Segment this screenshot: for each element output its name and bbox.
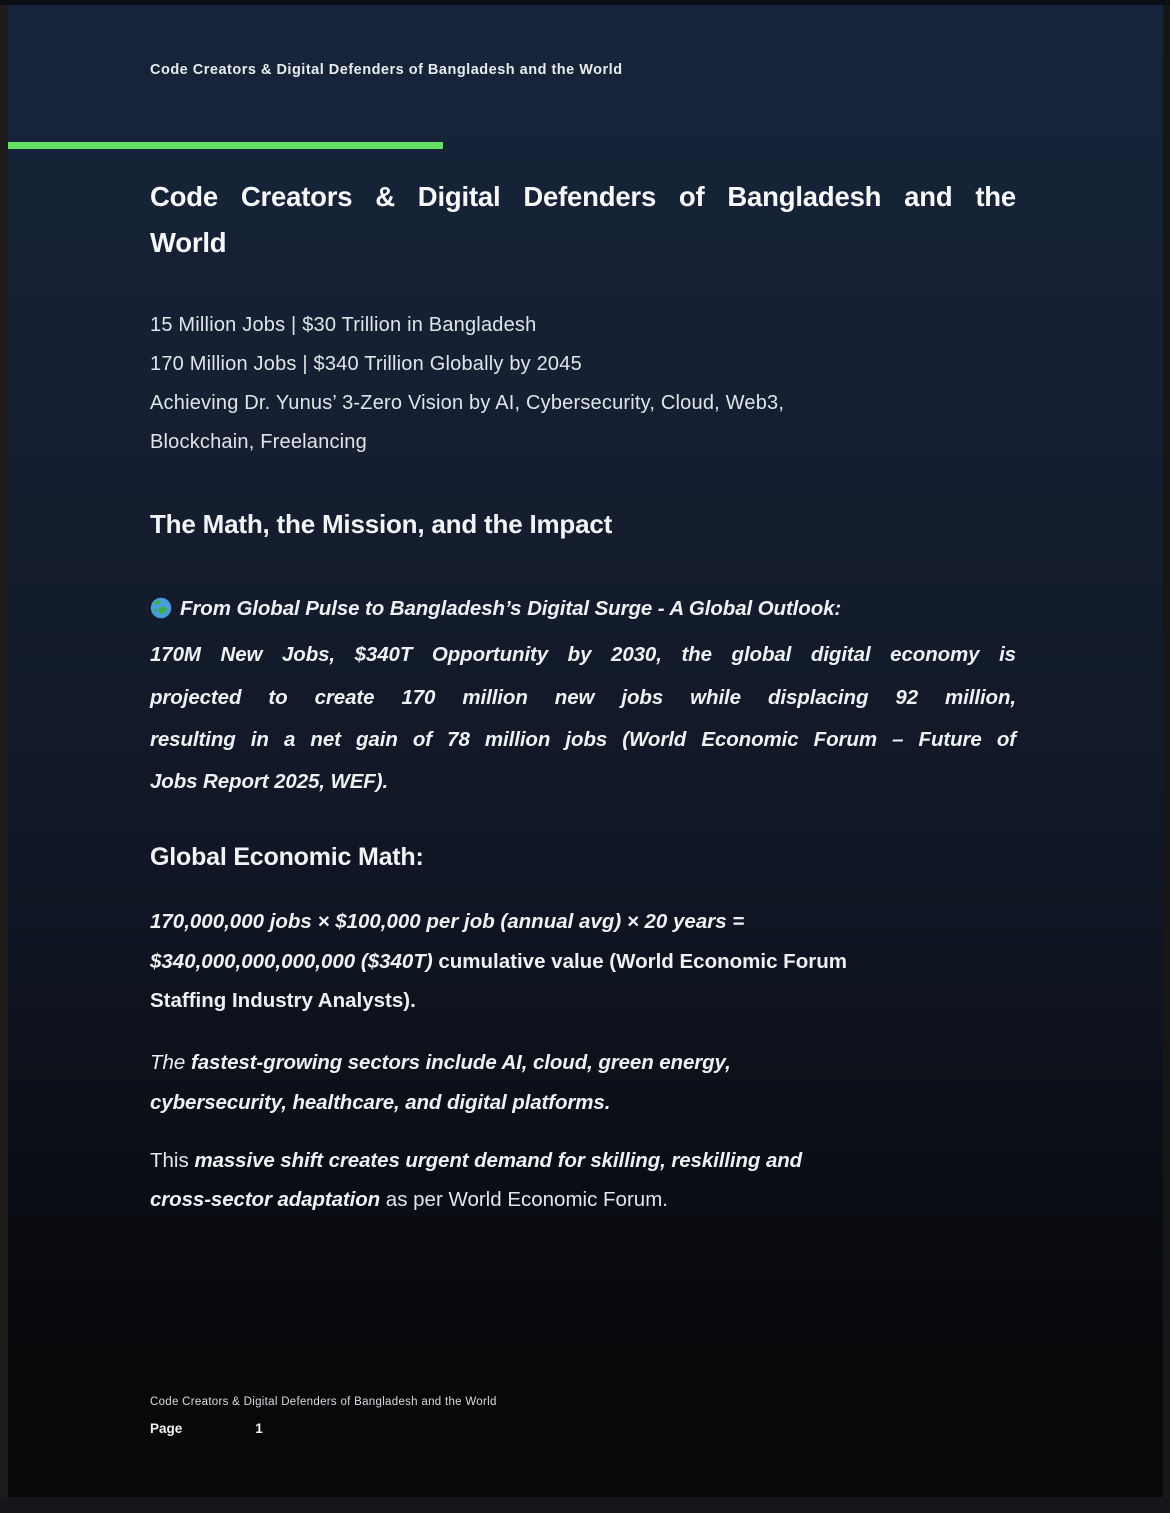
sectors-emphasis-2: cybersecurity, healthcare, and digital platforms. [150,1090,611,1114]
shift-emphasis: massive shift creates urgent demand for skilling, reskilling and [194,1149,803,1172]
sectors-emphasis: fastest-growing sectors include AI, cloud, green energy, [191,1051,731,1074]
document-title [150,174,1016,266]
outlook-line: resulting in a net gain of 78 million jobs (World Economic Forum – Future of [150,727,1016,751]
subtitle-line-jobs-global: 170 Million Jobs | $340 Trillion Globally by 2045 [150,353,582,375]
sectors-line-2 [150,1083,1030,1123]
outlook-last-line: Jobs Report 2025, WEF). [150,770,389,794]
economic-math-paragraph [150,902,1030,1021]
title-line-1: Code Creators & Digital Defenders of Bangladesh and the [150,181,1016,212]
math-result: $340,000,000,000,000 ($340T) [150,949,433,973]
subtitle-line-vision: Achieving Dr. Yunus’ 3-Zero Vision by AI, Cybersecurity, Cloud, Web3, [150,392,785,414]
title-line-2: World [150,227,227,258]
globe-icon [150,592,172,634]
subtitle-line-vision-2: Blockchain, Freelancing [150,431,367,453]
page-number-row [150,1421,450,1436]
math-formula: 170,000,000 jobs × $100,000 per job (annual avg) × 20 years = [150,910,745,933]
frame-top-border [0,0,1170,5]
running-footer: Code Creators & Digital Defenders of Bangladesh and the World [150,1396,497,1408]
outlook-line: 170M New Jobs, $340T Opportunity by 2030, the global digital economy is [150,643,1016,667]
page-number: 1 [255,1421,263,1436]
outlook-intro-text: From Global Pulse to Bangladesh’s Digital Surge - A Global Outlook: [180,597,842,620]
math-line-2 [150,942,1030,982]
fastest-sectors-paragraph [150,1043,1030,1122]
sectors-line-1 [150,1043,1030,1083]
shift-tail: as per World Economic Forum. [380,1187,668,1211]
section-heading-global-economic-math: Global Economic Math: [150,843,424,871]
accent-rule [8,142,443,149]
running-header: Code Creators & Digital Defenders of Bangladesh and the World [150,62,623,78]
frame-left-border [0,0,8,1497]
page-label: Page [150,1421,183,1436]
bottom-strip [0,1497,1170,1513]
subtitle-line-jobs-bd: 15 Million Jobs | $30 Trillion in Bangladesh [150,314,537,336]
shift-lead: This [150,1149,195,1172]
shift-emphasis-2: cross-sector adaptation [150,1187,381,1211]
math-result-label: cumulative value (World Economic Forum [432,949,847,973]
sectors-lead: The [150,1051,192,1074]
section-heading-math-mission-impact: The Math, the Mission, and the Impact [150,509,613,539]
global-outlook-paragraph [150,588,1016,803]
math-line-1 [150,902,1030,942]
frame-right-border [1163,0,1170,1497]
math-line-3: Staffing Industry Analysts). [150,989,416,1012]
outlook-intro-line [150,588,1016,634]
subtitle-block [150,306,1030,462]
shift-line-2 [150,1181,1030,1220]
shift-line-1 [150,1142,1030,1181]
outlook-line: projected to create 170 million new jobs while displacing 92 million, [150,685,1016,709]
massive-shift-paragraph [150,1142,1030,1219]
